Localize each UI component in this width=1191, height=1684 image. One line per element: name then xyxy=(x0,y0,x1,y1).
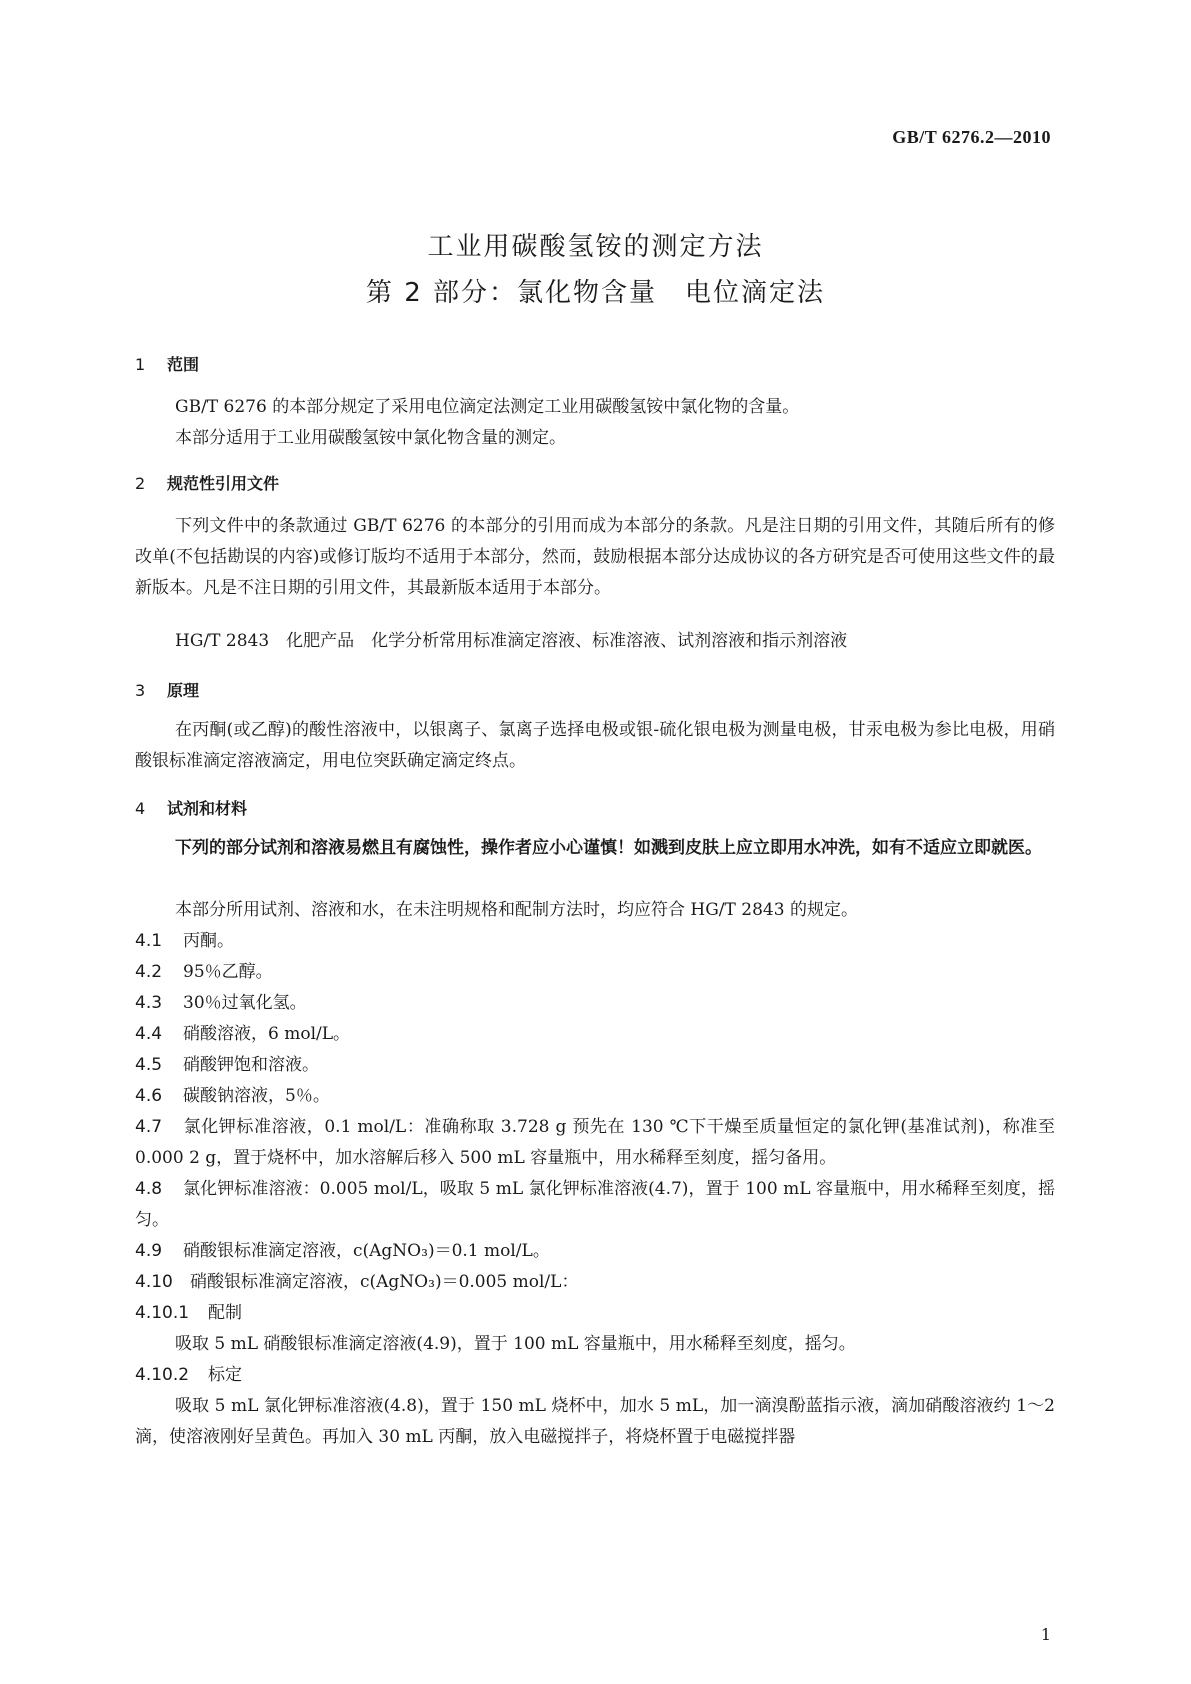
list-item xyxy=(135,1050,319,1075)
section-number: 2 xyxy=(135,474,146,493)
item-text: 氯化钾标准溶液，0.1 mol/L：准确称取 3.728 g 预先在 130 ℃下干燥至质量恒定的氯化钾(基准试剂)，称准至 0.000 2 g，置于烧杯中，加水溶解后移入 500 mL 容量瓶中，用水稀释至刻度，摇匀备用。 xyxy=(135,1117,1055,1168)
paragraph: GB/T 6276 的本部分规定了采用电位滴定法测定工业用碳酸氢铵中氯化物的含量。 xyxy=(175,397,800,417)
document-subtitle: 第 2 部分：氯化物含量 电位滴定法 xyxy=(365,278,826,308)
section-heading-normative-references xyxy=(135,471,279,494)
list-item xyxy=(135,1360,242,1385)
item-number: 4.10.1 xyxy=(135,1303,190,1323)
page-number: 1 xyxy=(1040,1625,1051,1644)
paragraph: 在丙酮(或乙醇)的酸性溶液中，以银离子、氯离子选择电极或银-硫化银电极为测量电极，甘汞电极为参比电极，用硝酸银标准滴定溶液滴定，用电位突跃确定滴定终点。 xyxy=(135,720,1055,771)
document-title: 工业用碳酸氢铵的测定方法 xyxy=(427,232,764,262)
item-text: 标定 xyxy=(208,1365,242,1385)
item-text: 硝酸溶液，6 mol/L。 xyxy=(183,1024,351,1044)
item-text: 碳酸钠溶液，5％。 xyxy=(183,1086,330,1106)
reference-entry: HG/T 2843 化肥产品 化学分析常用标准滴定溶液、标准溶液、试剂溶液和指示剂溶液 xyxy=(175,631,848,651)
safety-warning: 下列的部分试剂和溶液易燃且有腐蚀性，操作者应小心谨慎！如溅到皮肤上应立即用水冲洗，如有不适应立即就医。 xyxy=(175,838,1042,858)
item-text: 配制 xyxy=(208,1303,242,1323)
section-title: 试剂和材料 xyxy=(167,799,248,818)
item-number: 4.7 xyxy=(135,1117,163,1137)
list-item xyxy=(135,1112,1055,1174)
section-number: 1 xyxy=(135,355,146,374)
list-item xyxy=(135,1236,550,1261)
section-title: 原理 xyxy=(167,681,200,700)
item-text: 硝酸钾饱和溶液。 xyxy=(183,1055,319,1075)
item-number: 4.6 xyxy=(135,1086,163,1106)
item-text: 硝酸银标准滴定溶液，c(AgNO₃)＝0.1 mol/L。 xyxy=(183,1241,550,1261)
section-title: 范围 xyxy=(167,355,200,374)
section-heading-reagents xyxy=(135,796,247,819)
list-item xyxy=(135,988,307,1013)
paragraph: 本部分所用试剂、溶液和水，在未注明规格和配制方法时，均应符合 HG/T 2843 的规定。 xyxy=(175,900,858,920)
section-title: 规范性引用文件 xyxy=(167,474,280,493)
item-text: 丙酮。 xyxy=(183,931,234,951)
item-text: 硝酸银标准滴定溶液，c(AgNO₃)＝0.005 mol/L： xyxy=(190,1272,579,1292)
section-number: 3 xyxy=(135,681,146,700)
item-number: 4.9 xyxy=(135,1241,163,1261)
paragraph: 吸取 5 mL 硝酸银标准滴定溶液(4.9)，置于 100 mL 容量瓶中，用水稀释至刻度，摇匀。 xyxy=(175,1334,856,1354)
item-number: 4.1 xyxy=(135,931,163,951)
list-item xyxy=(135,1019,350,1044)
list-item xyxy=(135,1267,578,1292)
list-item xyxy=(135,1174,1055,1236)
list-item xyxy=(135,1298,242,1323)
section-heading-principle xyxy=(135,678,199,701)
item-text: 95％乙醇。 xyxy=(183,962,273,982)
item-number: 4.10.2 xyxy=(135,1365,190,1385)
item-number: 4.5 xyxy=(135,1055,163,1075)
item-text: 氯化钾标准溶液：0.005 mol/L，吸取 5 mL 氯化钾标准溶液(4.7)，置于 100 mL 容量瓶中，用水稀释至刻度，摇匀。 xyxy=(135,1179,1055,1230)
item-text: 30％过氧化氢。 xyxy=(183,993,307,1013)
section-heading-scope xyxy=(135,352,199,375)
item-number: 4.2 xyxy=(135,962,163,982)
section-number: 4 xyxy=(135,799,146,818)
list-item xyxy=(135,1081,330,1106)
item-number: 4.3 xyxy=(135,993,163,1013)
standard-code: GB/T 6276.2—2010 xyxy=(892,127,1051,147)
item-number: 4.8 xyxy=(135,1179,163,1199)
paragraph: 下列文件中的条款通过 GB/T 6276 的本部分的引用而成为本部分的条款。凡是注日期的引用文件，其随后所有的修改单(不包括勘误的内容)或修订版均不适用于本部分，然而，鼓励根据本部分达成协议的各方研究是否可使用这些文件的最新版本。凡是不注日期的引用文件，其最新版本适用于本部分。 xyxy=(135,516,1055,598)
item-number: 4.10 xyxy=(135,1272,173,1292)
list-item xyxy=(135,957,273,982)
item-number: 4.4 xyxy=(135,1024,163,1044)
list-item xyxy=(135,926,234,951)
paragraph: 吸取 5 mL 氯化钾标准溶液(4.8)，置于 150 mL 烧杯中，加水 5 mL，加一滴溴酚蓝指示液，滴加硝酸溶液约 1～2 滴，使溶液刚好呈黄色。再加入 30 mL 丙酮，放入电磁搅拌子，将烧杯置于电磁搅拌器 xyxy=(135,1396,1055,1447)
paragraph: 本部分适用于工业用碳酸氢铵中氯化物含量的测定。 xyxy=(175,428,566,448)
